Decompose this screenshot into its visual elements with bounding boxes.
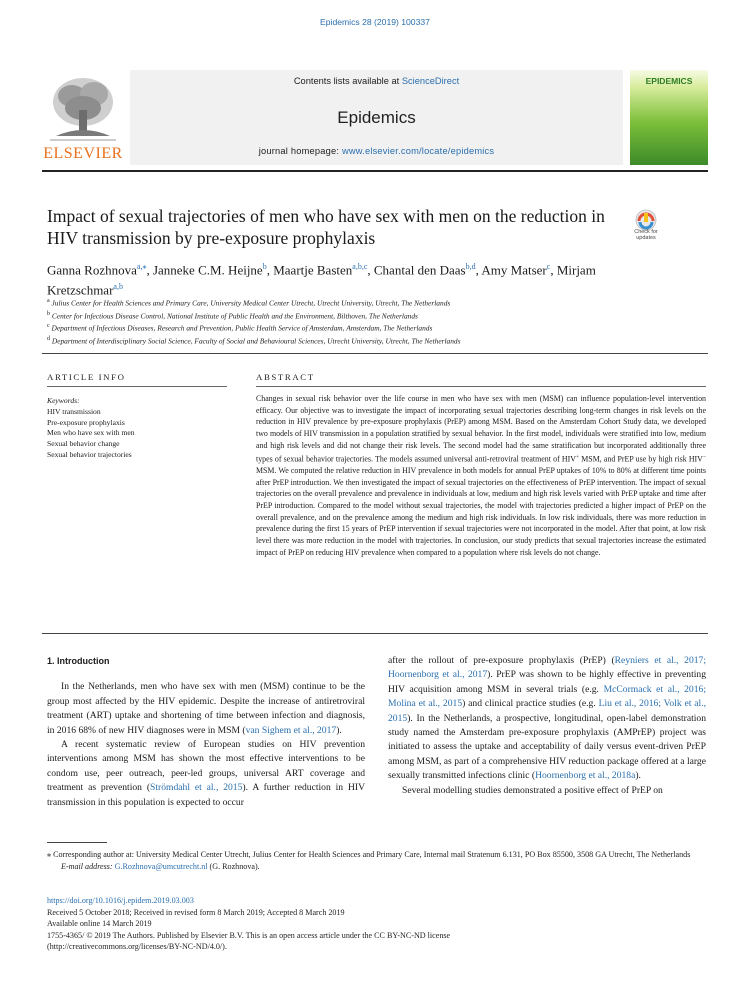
article-title: Impact of sexual trajectories of men who have sex with men on the reduction in HIV transmission by pre-exposure prophylaxis: [47, 206, 605, 248]
affiliation-text: Department of Interdisciplinary Social Science, Faculty of Social and Behavioural Sciences, Utrecht University, Utrecht, The Netherlands: [51, 336, 461, 346]
paragraph-text: ).: [635, 770, 641, 782]
affiliation-item: [47, 309, 687, 322]
available-online-date: Available online 14 March 2019: [47, 919, 152, 929]
contents-line: [130, 76, 623, 86]
affiliation-marker: c: [47, 323, 50, 330]
keyword-item: HIV transmission: [47, 406, 101, 416]
license-text: 1755-4365/ © 2019 The Authors. Published by Elsevier B.V. This is an open access article under the CC BY-NC-ND license: [47, 930, 451, 940]
body-paragraph: [47, 680, 365, 738]
author-name[interactable]: Ganna Rozhnova: [47, 262, 137, 278]
corresponding-author-footnote: [47, 849, 707, 873]
affiliation-item: [47, 321, 687, 334]
license-url[interactable]: (http://creativecommons.org/licenses/BY-NC-ND/4.0/).: [47, 942, 227, 952]
paragraph-text: A recent systematic review of European studies on HIV prevention interventions among MSM has shown the most effective interventions to be condom use, peer outreach, peer-led groups, universal ART coverage and treatment as prevention (: [47, 739, 365, 794]
affiliation-marker: b: [47, 310, 50, 317]
citation-link[interactable]: McCormack et al., 2016; Molina et al., 2015: [388, 683, 706, 710]
paragraph-text: ) and clinical practice studies (e.g.: [462, 698, 599, 710]
email-line: [47, 861, 707, 873]
author-name[interactable]: Maartje Basten: [273, 262, 353, 278]
affiliation-text: Julius Center for Health Sciences and Primary Care, University Medical Center Utrecht, Utrecht University, Utrecht, The Netherlands: [51, 298, 451, 308]
contents-prefix: Contents lists available at: [293, 76, 402, 86]
keyword-item: Men who have sex with men: [47, 428, 135, 438]
check-for-updates-label: [628, 229, 664, 241]
body-paragraph: [47, 738, 365, 810]
affiliation-marker: d: [47, 336, 50, 343]
citation-link[interactable]: Liu et al., 2016; Volk et al., 2015: [388, 698, 706, 724]
body-paragraph: [388, 654, 706, 784]
keyword-item: Pre-exposure prophylaxis: [47, 417, 125, 427]
author-affiliation-marker[interactable]: a,⁎: [136, 262, 147, 271]
abstract-superscript: −: [702, 453, 706, 460]
keywords-heading: Keywords:: [47, 396, 80, 405]
affiliation-list: [47, 296, 687, 347]
email-link[interactable]: G.Rozhnova@umcutrecht.nl: [114, 861, 208, 871]
sciencedirect-link[interactable]: ScienceDirect: [401, 76, 460, 86]
citation-link[interactable]: Strömdahl et al., 2015: [150, 782, 243, 794]
author-affiliation-marker[interactable]: a,b: [113, 282, 123, 292]
keywords-block: [47, 396, 227, 461]
body-paragraph: Several modelling studies demonstrated a positive effect of PrEP on: [402, 784, 663, 796]
author-affiliation-marker[interactable]: b,d: [465, 262, 476, 271]
author-name[interactable]: Chantal den Daas: [373, 262, 466, 278]
journal-info-band: [130, 70, 623, 165]
keyword-item: Sexual behavior trajectories: [47, 449, 132, 459]
citation-link[interactable]: Hoornenborg et al., 2018a: [535, 770, 636, 782]
paragraph-text: In the Netherlands, men who have sex with men (MSM) continue to be the group most affected by the HIV epidemic. Despite the increase of antiretroviral treatment (ART) uptake and shortening of time between infection and diagnosis, in 2016 68% of new HIV diagnoses were in MSM (: [47, 681, 365, 736]
author-name[interactable]: Amy Matser: [481, 262, 547, 278]
footnote-rule: [47, 842, 107, 843]
abstract-part: Changes in sexual risk behavior over the life course in men who have sex with men (MSM) can influence population-level intervention efficacy. Our objective was to investigate the impact of incorporating sexual trajectories describing long-term changes in risk levels on the reduction in HIV prevalence by pre-exposure prophylaxis (PrEP) among MSM. Based on the Amsterdam Cohort Study data, we developed two models of HIV transmission in a population stratified by sexual behavior. In the first model, individuals were stratified into low, medium and high risk levels and did not change their risk levels. The second model had the same stratification but incorporated additionally three types of sexual behavior trajectories. The models assumed universal anti-retroviral treatment of HIV: [256, 394, 706, 464]
masthead-divider: [42, 170, 708, 172]
abstract-text: [256, 393, 706, 558]
abstract-part: MSM, and PrEP use by high risk HIV: [579, 454, 703, 464]
affiliation-divider: [42, 353, 708, 354]
homepage-prefix: journal homepage:: [258, 146, 342, 156]
affiliation-text: Center for Infectious Disease Control, National Institute of Public Health and the Environment, Bilthoven, The Netherlands: [51, 311, 418, 321]
publisher-name: ELSEVIER: [43, 145, 123, 162]
paragraph-text: ). In the Netherlands, a prospective, longitudinal, open-label demonstration study named the Amsterdam pre-exposure prophylaxis (AMPrEP) project was initiated to assess the uptake and acceptability of daily versus event-driven PrEP among MSM, as part of a comprehensive HIV reduction package offered at a large sexually transmitted infections clinic (: [388, 712, 706, 782]
affiliation-text: Department of Infectious Diseases, Research and Prevention, Public Health Service of Amsterdam, Amsterdam, The Netherlands: [51, 323, 433, 333]
paragraph-text: after the rollout of pre-exposure prophylaxis (PrEP) (: [388, 655, 615, 666]
keyword-item: Sexual behavior change: [47, 439, 120, 449]
abstract-heading: ABSTRACT: [256, 372, 315, 382]
author-list: Ganna Rozhnova$^{a,⁎}$, Janneke C.M. Heijne$^b$, Maartje Basten$^{a,b,c}$, Chantal den Daas$^{b,d}$, Amy Matser$^c$, Mirjam Kretzschmar$^{a,b}$: [47, 262, 596, 298]
doi-link[interactable]: https://doi.org/10.1016/j.epidem.2019.03.003: [47, 896, 194, 905]
article-info-rule: [47, 386, 227, 387]
abstract-superscript: +: [575, 453, 580, 460]
author-affiliation-marker[interactable]: c: [546, 262, 551, 271]
journal-masthead: [42, 70, 712, 165]
abstract-part: MSM. We computed the relative reduction in HIV prevalence in both models for annual PrEP uptakes of 10% to 80% at different time points after PrEP introduction. We then investigated the impact of sexual trajectories on the effectiveness of PrEP intervention. The impact of sexual trajectories on the overall prevalence and prevalence in individuals at low, medium and high risk levels varied with PrEP uptake and time after PrEP introduction. Compared to the model without sexual trajectories, the model with trajectories predicted a higher impact of PrEP on the overall prevalence, and on the prevalence among the medium and high risk individuals. In low risk individuals, there was more reduction in prevalence during the first 15 years of PrEP intervention if sexual trajectories were not incorporated in the model. After that point, at low risk level there was more reduction in the model with trajectories. In conclusion, our study predicts that sexual trajectories increase the estimated impact of PrEP on reducing HIV prevalence when compared to a population where risk levels do not change.: [256, 465, 706, 557]
journal-cover-thumbnail[interactable]: [630, 70, 708, 165]
abstract-divider: [42, 633, 708, 634]
affiliation-marker: a: [47, 298, 50, 304]
paragraph-text: ). PrEP was shown to be highly effective in preventing HIV acquisition among MSM in several trials (e.g.: [388, 669, 706, 695]
author-name[interactable]: Mirjam Kretzschmar: [47, 262, 596, 298]
paragraph-text: ).: [336, 724, 342, 736]
email-label: E-mail address:: [61, 861, 115, 871]
article-info-heading: ARTICLE INFO: [47, 372, 126, 382]
author-affiliation-marker[interactable]: a,b,c: [352, 262, 368, 271]
crossmark-line-2: updates: [636, 235, 656, 241]
body-column-right: [388, 654, 706, 798]
corresponding-author-text: ⁎ Corresponding author at: University Medical Center Utrecht, Julius Center for Health Sciences and Primary Care, Internal mail Stratenum 6.131, PO Box 85500, 3508 GA Utrecht, The Netherlands: [47, 850, 691, 859]
citation-link[interactable]: van Sighem et al., 2017: [245, 724, 337, 736]
author-affiliation-marker[interactable]: b: [262, 262, 267, 271]
crossmark-line-1: Check for: [634, 229, 658, 235]
affiliation-item: [47, 296, 687, 309]
journal-homepage-link[interactable]: www.elsevier.com/locate/epidemics: [341, 146, 495, 156]
paragraph-text: ). A further reduction in HIV transmission in this population is expected to occur: [47, 782, 365, 808]
cover-title: EPIDEMICS: [645, 76, 693, 86]
abstract-rule: [256, 386, 706, 387]
journal-title: Epidemics: [337, 108, 416, 127]
check-for-updates-icon[interactable]: [628, 208, 664, 248]
author-name[interactable]: Janneke C.M. Heijne: [152, 262, 263, 278]
body-column-left: [47, 654, 365, 810]
email-suffix: (G. Rozhnova).: [207, 861, 260, 871]
received-dates: Received 5 October 2018; Received in revised form 8 March 2019; Accepted 8 March 2019: [47, 907, 345, 917]
journal-citation-header[interactable]: Epidemics 28 (2019) 100337: [320, 17, 430, 27]
article-metadata-footer: [47, 895, 707, 953]
section-heading: 1. Introduction: [47, 656, 110, 666]
citation-link[interactable]: Reyniers et al., 2017; Hoornenborg et al., 2017: [388, 655, 707, 681]
affiliation-item: [47, 334, 687, 347]
journal-homepage-line: [130, 146, 623, 156]
